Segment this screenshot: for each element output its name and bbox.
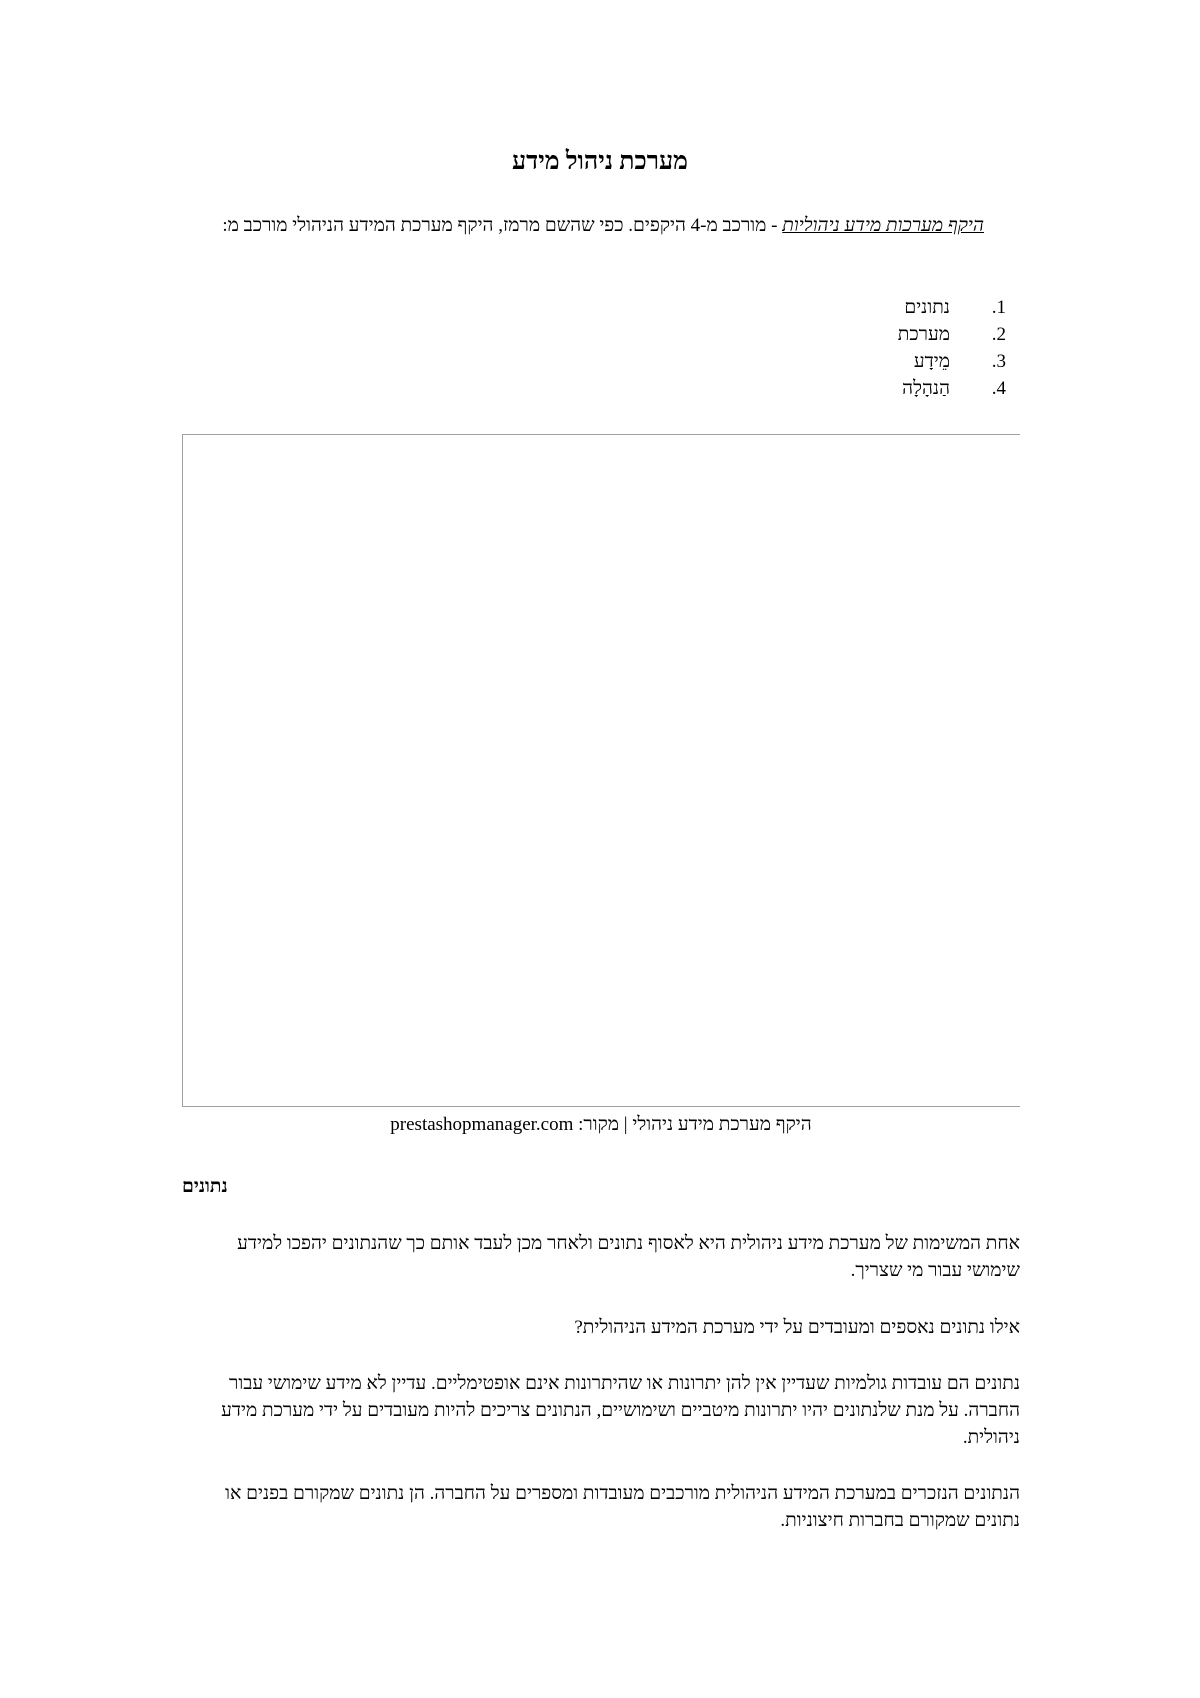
intro-paragraph (182, 212, 984, 239)
intro-lead-term: היקף מערכות מידע ניהוליות (782, 215, 984, 236)
list-item (846, 294, 1006, 321)
figure-caption (182, 1114, 1020, 1136)
figure-placeholder (182, 434, 1020, 1107)
list-item (846, 348, 1006, 375)
body-paragraph: אילו נתונים נאספים ומעובדים על ידי מערכת המידע הניהולית? (574, 1317, 1020, 1338)
list-item-label: נתונים (904, 297, 950, 318)
intro-text: - מורכב מ-4 היקפים. כפי שהשם מרמז, היקף מערכת המידע הניהולי מורכב מ: (222, 215, 783, 236)
list-item-label: הַנהָלָה (902, 378, 950, 399)
body-paragraph: הנתונים הנזכרים במערכת המידע הניהולית מורכבים מעובדות ומספרים על החברה. הן נתונים שמקורם בפנים או נתונים שמקורם בחברות חיצוניות. (225, 1483, 1020, 1531)
list-item-number: 4. (991, 378, 1006, 399)
body-paragraph: אחת המשימות של מערכת מידע ניהולית היא לאסוף נתונים ולאחר מכן לעבד אותם כך שהנתונים יהפכו למידע שימושי עבור מי שצריך. (237, 1233, 1020, 1281)
caption-label: היקף מערכת מידע ניהולי | מקור: (573, 1114, 812, 1135)
list-item-number: 2. (991, 324, 1006, 345)
section-heading: נתונים (182, 1176, 228, 1197)
list-item-label: מֵידָע (913, 351, 950, 372)
list-item (846, 375, 1006, 402)
list-item-number: 1. (991, 297, 1006, 318)
scope-list (846, 294, 1006, 402)
list-item-number: 3. (991, 351, 1006, 372)
caption-source: prestashopmanager.com (390, 1114, 574, 1135)
body-paragraph: נתונים הם עובדות גולמיות שעדיין אין להן יתרונות או שהיתרונות אינם אופטימליים. עדיין לא מידע שימושי עבור החברה. על מנת שלנתונים יהיו יתרונות מיטביים ושימושיים, הנתונים צריכים להיות מעובדים על ידי מערכת מידע ניהולית. (221, 1373, 1020, 1448)
list-item-label: מערכת (897, 324, 950, 345)
document-title: מערכת ניהול מידע (512, 148, 688, 175)
list-item (846, 321, 1006, 348)
